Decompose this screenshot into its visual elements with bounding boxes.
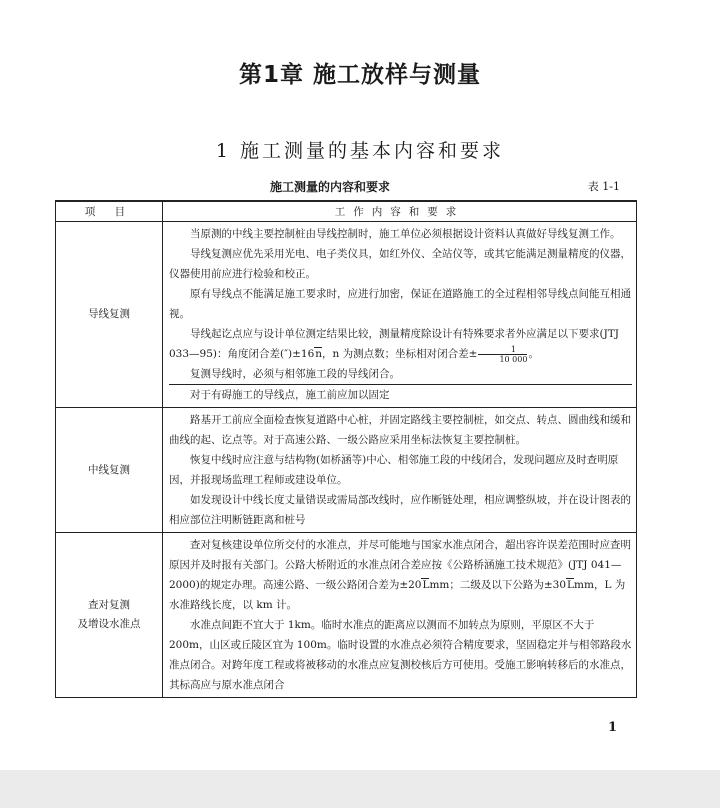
header-content: 工作内容和要求 [163, 201, 637, 222]
row-content-centerline-resurvey [163, 408, 637, 533]
paragraph: 恢复中线时应注意与结构物(如桥涵等)中心、相邻施工段的中线闭合，发现问题应及时查明原因，并报现场监理工程师或建设单位。 [169, 454, 619, 486]
formula-text: ，n 为测点数；坐标相对闭合差± [322, 348, 478, 360]
formula-text: 查对复核建设单位所交付的水准点，并尽可能地与国家水准点闭合，超出容许误差范围时应查明原因并及时报有关部门。公路大桥附近的水准点闭合差应按《公路桥涵施工技术规范》(JTJ 041—2000)的规定办理。高速公路、一级公路闭合差为±20 [169, 539, 631, 591]
row-item-traverse-resurvey: 导线复测 [56, 222, 163, 408]
header-item: 项 目 [56, 201, 163, 222]
table-caption: 施工测量的内容和要求 [270, 180, 391, 194]
bottom-margin-band [0, 770, 720, 808]
table-row [56, 408, 637, 533]
paragraph: 路基开工前应全面检查恢复道路中心桩，并固定路线主要控制桩，如交点、转点、圆曲线和缓和曲线的起、讫点等。对于高速公路、一级公路应采用坐标法恢复主要控制桩。 [169, 414, 631, 446]
formula-text: mm，L 为水准路线长度，以 km 计。 [169, 579, 626, 611]
formula-text: 导线起讫点应与设计单位测定结果比较，测量精度除设计有特殊要求者外应满足以下要求(JTJ 033—95)：角度闭合差(″)±16 [169, 328, 620, 360]
item-label-line1: 查对复测 [88, 599, 130, 611]
paragraph: 复测导线时，必须与相邻施工段的导线闭合。 [169, 364, 632, 385]
row-content-traverse-resurvey [163, 222, 637, 408]
fraction-numerator: 1 [478, 345, 527, 355]
table-row [56, 533, 637, 698]
paragraph: 当原测的中线主要控制桩由导线控制时，施工单位必须根据设计资料认真做好导线复测工作。 [190, 228, 621, 240]
sqrt-n: n [315, 348, 323, 360]
formula-paragraph [169, 535, 632, 615]
row-item-benchmark-resurvey [56, 533, 163, 698]
paragraph: 对于有碍施工的导线点，施工前应加以固定 [190, 389, 390, 401]
fraction-denominator: 10 000 [499, 354, 528, 364]
sqrt-l: L [567, 579, 575, 591]
paragraph: 水准点间距不宜大于 1km。临时水准点的距离应以测而不加转点为原则，平原区不大于200m，山区或丘陵区宜为 100m。临时设置的水准点必须符合精度要求，坚固稳定并与相邻路段水准点闭合。对跨年度工程或将被移动的水准点应复测校核后方可使用。受施工影响转移后的水准点，其标高应与原水准点闭合 [169, 619, 632, 691]
row-item-centerline-resurvey: 中线复测 [56, 408, 163, 533]
survey-requirements-table [55, 200, 637, 698]
formula-text: mm；二级及以下公路为±30 [429, 579, 567, 591]
page-number: 1 [608, 720, 618, 735]
row-content-benchmark-resurvey [163, 533, 637, 698]
fraction [478, 345, 527, 364]
chapter-title: 第1章 施工放样与测量 [238, 62, 481, 88]
formula-paragraph [169, 324, 632, 364]
sqrt-l: L [422, 579, 430, 591]
paragraph: 导线复测应优先采用光电、电子类仪具，如红外仪、全站仪等，或其它能满足测量精度的仪器，仪器使用前应进行检验和校正。 [169, 248, 631, 280]
paragraph: 如发现设计中线长度丈量错误或需局部改线时，应作断链处理，相应调整纵坡，并在设计图表的相应部位注明断链距离和桩号 [169, 494, 631, 526]
table-row [56, 222, 637, 408]
table-number: 表 1-1 [587, 180, 620, 193]
section-title: 1 施工测量的基本内容和要求 [215, 140, 505, 162]
formula-text: 。 [528, 348, 539, 360]
paragraph: 原有导线点不能满足施工要求时，应进行加密，保证在道路施工的全过程相邻导线点间能互相通视。 [169, 288, 631, 320]
item-label-line2: 及增设水准点 [77, 618, 141, 630]
table-header-row [56, 201, 637, 222]
